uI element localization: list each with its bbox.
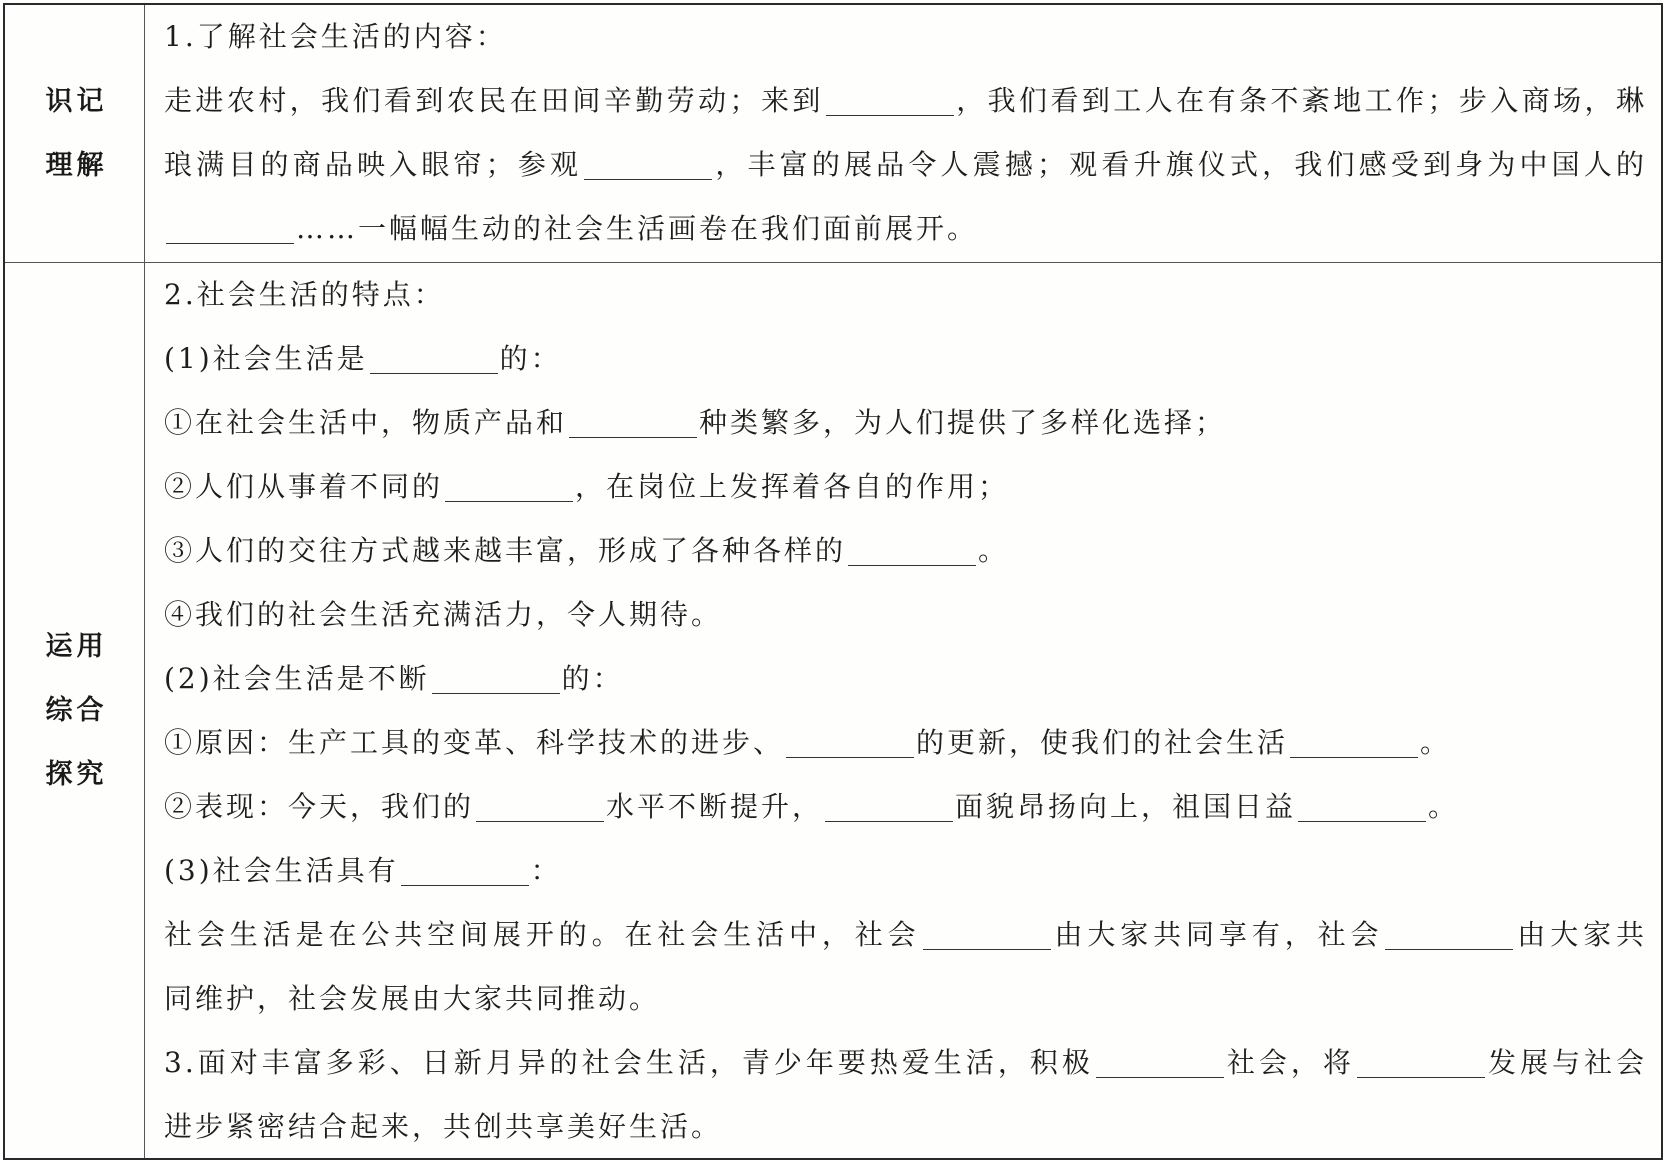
fill-in-blank[interactable]	[370, 372, 498, 374]
text-segment: 的：	[499, 342, 562, 375]
text-segment: 3.面对丰富多彩、日新月异的社会生活，青少年要热爱生活，积极	[164, 1046, 1094, 1079]
text-line	[164, 69, 1647, 133]
text-segment: ④我们的社会生活充满活力，令人期待。	[164, 598, 723, 631]
fill-in-blank[interactable]	[445, 500, 573, 502]
text-segment: ②人们从事着不同的	[164, 470, 444, 503]
text-segment: ：	[530, 854, 562, 887]
text-segment: 的更新，使我们的社会生活	[916, 726, 1289, 759]
text-segment: 由大家共同享有，社会	[1052, 918, 1384, 951]
fill-in-blank[interactable]	[166, 242, 294, 244]
text-line	[164, 647, 1647, 711]
text-segment: ①在社会生活中，物质产品和	[164, 406, 568, 439]
text-segment: ①原因：生产工具的变革、科学技术的进步、	[164, 726, 785, 759]
text-line	[164, 5, 1647, 69]
text-line	[164, 711, 1647, 775]
text-segment: 由大家共	[1515, 918, 1647, 951]
text-segment: 琅满目的商品映入眼帘；参观	[164, 148, 583, 181]
section-label-line: 探究	[45, 758, 108, 790]
text-segment: 的：	[561, 662, 624, 695]
fill-in-blank[interactable]	[786, 756, 914, 758]
fill-in-blank[interactable]	[826, 114, 954, 116]
text-line	[164, 519, 1647, 583]
text-line	[164, 967, 1647, 1031]
fill-in-blank[interactable]	[923, 948, 1051, 950]
text-segment: 种类繁多，为人们提供了多样化选择；	[699, 406, 1227, 439]
text-line	[164, 391, 1647, 455]
worksheet-table	[3, 3, 1663, 1160]
text-segment: ……一幅幅生动的社会生活画卷在我们面前展开。	[296, 212, 979, 245]
section-content	[145, 5, 1661, 262]
text-segment: ③人们的交往方式越来越丰富，形成了各种各样的	[164, 534, 847, 567]
section-label-line: 理解	[45, 149, 108, 181]
text-segment: (3)社会生活具有	[164, 854, 399, 887]
text-segment: 同维护，社会发展由大家共同推动。	[164, 982, 661, 1015]
text-line	[164, 775, 1647, 839]
fill-in-blank[interactable]	[476, 820, 604, 822]
text-line	[164, 263, 1647, 327]
section-label-line: 运用	[45, 630, 108, 662]
section-label-line: 识记	[45, 85, 108, 117]
text-segment: ，丰富的展品令人震撼；观看升旗仪式，我们感受到身为中国人的	[714, 148, 1647, 181]
fill-in-blank[interactable]	[401, 884, 529, 886]
fill-in-blank[interactable]	[432, 692, 560, 694]
text-segment: ，在岗位上发挥着各自的作用；	[575, 470, 1010, 503]
section-label-line: 综合	[45, 694, 108, 726]
text-line	[164, 327, 1647, 391]
text-segment: 2.社会生活的特点：	[164, 278, 445, 311]
text-segment: 。	[978, 534, 1010, 567]
text-line	[164, 133, 1647, 197]
fill-in-blank[interactable]	[584, 178, 712, 180]
fill-in-blank[interactable]	[848, 564, 976, 566]
text-segment: (2)社会生活是不断	[164, 662, 430, 695]
text-segment: 面貌昂扬向上，祖国日益	[955, 790, 1297, 823]
fill-in-blank[interactable]	[1096, 1076, 1224, 1078]
text-segment: 发展与社会	[1486, 1046, 1647, 1079]
section-label	[5, 5, 145, 262]
fill-in-blank[interactable]	[1385, 948, 1513, 950]
fill-in-blank[interactable]	[1298, 820, 1426, 822]
text-segment: 水平不断提升，	[606, 790, 824, 823]
text-line	[164, 583, 1647, 647]
text-line	[164, 1095, 1647, 1159]
fill-in-blank[interactable]	[1290, 756, 1418, 758]
section-row-memorize	[5, 5, 1661, 263]
text-segment: ，我们看到工人在有条不紊地工作；步入商场，琳	[955, 84, 1647, 117]
fill-in-blank[interactable]	[569, 436, 697, 438]
text-line	[164, 839, 1647, 903]
text-segment: 走进农村，我们看到农民在田间辛勤劳动；来到	[164, 84, 824, 117]
text-segment: 社会，将	[1225, 1046, 1355, 1079]
section-row-apply	[5, 263, 1661, 1158]
text-segment: ②表现：今天，我们的	[164, 790, 475, 823]
section-content	[145, 263, 1661, 1158]
text-line	[164, 455, 1647, 519]
fill-in-blank[interactable]	[1357, 1076, 1485, 1078]
text-segment: 社会生活是在公共空间展开的。在社会生活中，社会	[164, 918, 921, 951]
text-segment: (1)社会生活是	[164, 342, 368, 375]
text-segment: 。	[1428, 790, 1460, 823]
text-segment: 。	[1420, 726, 1452, 759]
text-segment: 1.了解社会生活的内容：	[164, 20, 507, 53]
text-segment: 进步紧密结合起来，共创共享美好生活。	[164, 1110, 723, 1143]
section-label	[5, 263, 145, 1158]
text-line	[164, 903, 1647, 967]
text-line	[164, 1031, 1647, 1095]
text-line	[164, 197, 1647, 261]
fill-in-blank[interactable]	[825, 820, 953, 822]
